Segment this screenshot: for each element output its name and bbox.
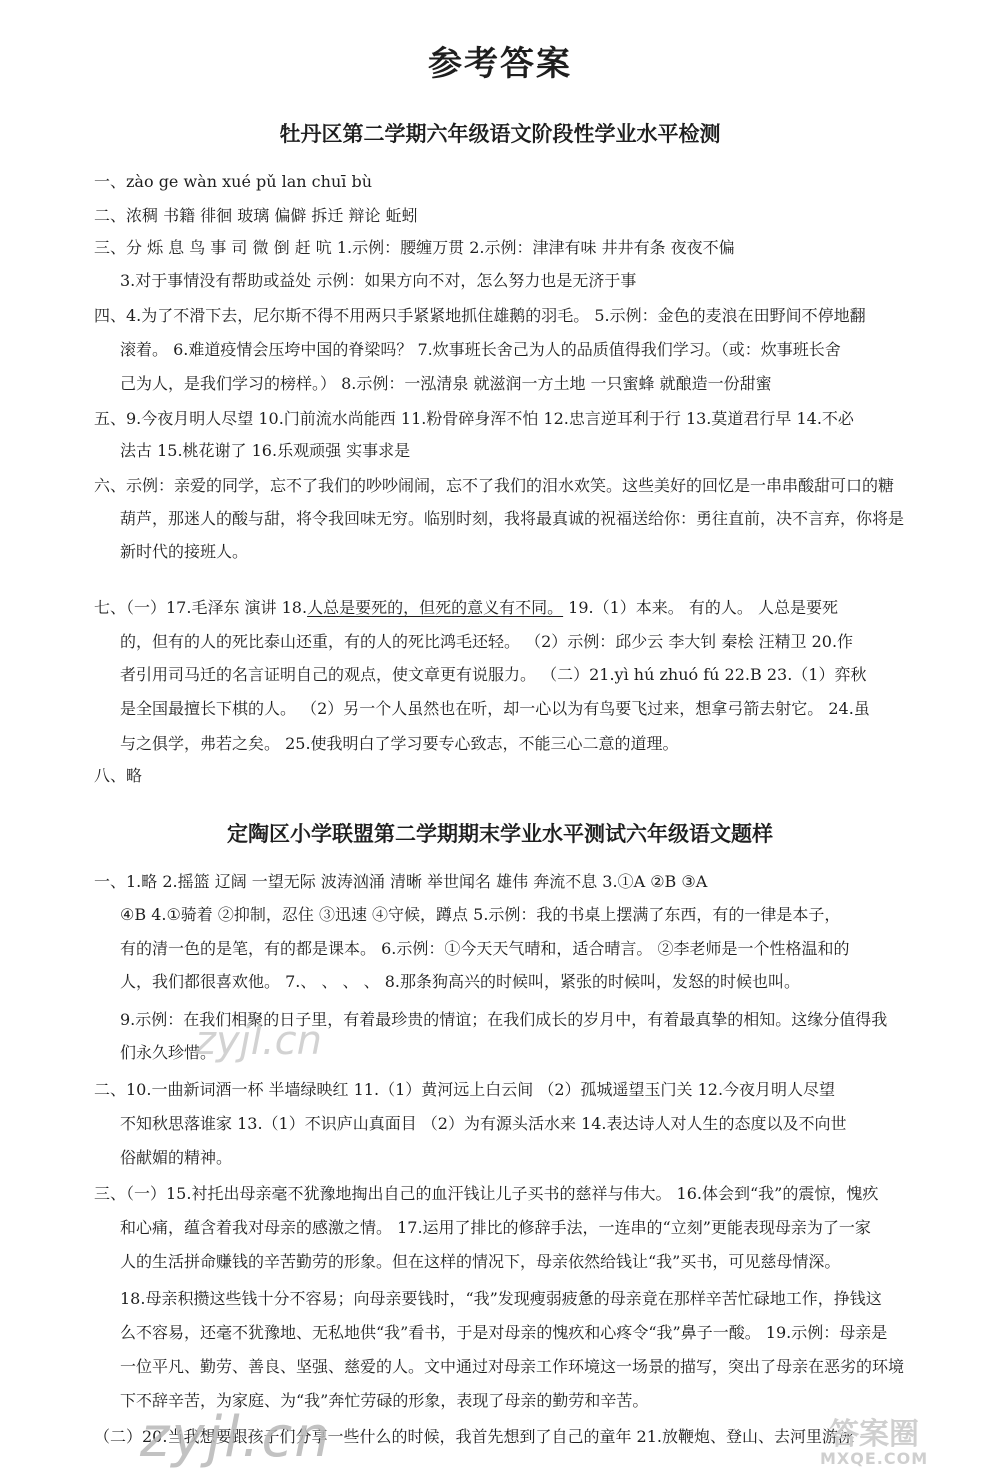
answer-line: 一、1.略 2.摇篮 辽阔 一望无际 波涛汹涌 清晰 举世闻名 雄伟 奔流不息 3.①A ②B ③A (94, 872, 708, 891)
answer-line: 有的清一色的是笔，有的都是课本。 6.示例：①今天天气晴和，适合晴言。 ②李老师是一个性格温和的 (120, 939, 850, 958)
answer-line: 己为人，是我们学习的榜样。） 8.示例：一泓清泉 就滋润一方土地 一只蜜蜂 就酿造一份甜蜜 (120, 374, 772, 393)
answer-line: 六、示例：亲爱的同学，忘不了我们的吵吵闹闹，忘不了我们的泪水欢笑。这些美好的回忆是一串串酸甜可口的糖 (94, 476, 895, 495)
answer-line: 9.示例：在我们相聚的日子里，有着最珍贵的情谊；在我们成长的岁月中，有着最真挚的相知。这缘分值得我 (120, 1010, 888, 1029)
answer-line: 新时代的接班人。 (120, 542, 249, 561)
watermark-right (820, 1417, 929, 1468)
answer-line: 三、（一）15.衬托出母亲毫不犹豫地掏出自己的血汗钱让儿子买书的慈祥与伟大。 16.体会到“我”的震惊，愧疚 (94, 1184, 879, 1203)
section-1-heading: 牡丹区第二学期六年级语文阶段性学业水平检测 (279, 122, 721, 146)
answer-line: 三、分 烁 息 鸟 事 司 微 倒 赶 吭 1.示例：腰缠万贯 2.示例：津津有味 井井有条 夜夜不偏 (94, 238, 735, 257)
answer-line: 五、9.今夜月明人尽望 10.门前流水尚能西 11.粉骨碎身浑不怕 12.忠言逆耳利于行 13.莫道君行早 14.不必 (94, 409, 854, 428)
underlined-answer: 人总是要死的，但死的意义有不同。 (307, 598, 564, 617)
answer-line: 八、略 (94, 766, 143, 785)
answer-line: 二、浓稠 书籍 徘徊 玻璃 偏僻 拆迁 辩论 蚯蚓 (94, 206, 418, 225)
answer-line: 一、zào ge wàn xué pǔ lan chuī bù (94, 172, 372, 191)
section-2-heading: 定陶区小学联盟第二学期期末学业水平测试六年级语文题样 (227, 822, 773, 846)
answer-line: 法古 15.桃花谢了 16.乐观顽强 实事求是 (120, 441, 411, 460)
page-title: 参考答案 (428, 44, 572, 84)
answer-line: 葫芦，那迷人的酸与甜，将令我回味无穷。临别时刻，我将最真诚的祝福送给你：勇往直前，决不言弃，你将是 (120, 509, 905, 528)
watermark-right-top: 答案圈 (829, 1417, 920, 1452)
answer-line: 不知秋思落谁家 13.（1）不识庐山真面目 （2）为有源头活水来 14.表达诗人对人生的态度以及不向世 (120, 1114, 847, 1133)
answer-line: 者引用司马迁的名言证明自己的观点，使文章更有说服力。 （二）21.yì hú zhuó fú 22.B 23.（1）弈秋 (120, 665, 867, 684)
answer-line: ④B 4.①骑着 ②抑制，忍住 ③迅速 ④守候，蹲点 5.示例：我的书桌上摆满了东西，有的一律是本子， (120, 905, 841, 924)
answer-line: 的，但有的人的死比泰山还重，有的人的死比鸿毛还轻。 （2）示例：邱少云 李大钊 秦桧 汪精卫 20.作 (120, 632, 854, 651)
answer-line: 们永久珍惜。 (120, 1043, 217, 1062)
watermark-middle: zyjl.cn (195, 1018, 322, 1064)
answer-line-7-suffix: 19.（1）本来。 有的人。 人总是要死 (563, 598, 838, 617)
answer-line: 滚着。 6.难道疫情会压垮中国的脊梁吗？ 7.炊事班长舍己为人的品质值得我们学习。（或：炊事班长舍 (120, 340, 841, 359)
watermark-left: zyjl.cn (140, 1405, 332, 1470)
answer-line: 18.母亲积攒这些钱十分不容易；向母亲要钱时，“我”发现瘦弱疲惫的母亲竟在那样辛苦忙碌地工作，挣钱这 (120, 1289, 882, 1308)
answer-line: 3.对于事情没有帮助或益处 示例：如果方向不对，怎么努力也是无济于事 (120, 271, 637, 290)
answer-line: 和心痛，蕴含着我对母亲的感激之情。 17.运用了排比的修辞手法，一连串的“立刻”更能表现母亲为了一家 (120, 1218, 871, 1237)
answer-line: 人的生活拼命赚钱的辛苦勤劳的形象。但在这样的情况下，母亲依然给钱让“我”买书，可见慈母情深。 (120, 1252, 841, 1271)
answer-line: 么不容易，还毫不犹豫地、无私地供“我”看书，于是对母亲的愧疚和心疼令“我”鼻子一酸。 19.示例：母亲是 (120, 1323, 888, 1342)
answer-line: 俗献媚的精神。 (120, 1148, 233, 1167)
watermark-right-bottom: MXQE.COM (820, 1449, 929, 1468)
answer-line: 与之俱学，弗若之矣。 25.使我明白了学习要专心致志，不能三心二意的道理。 (120, 734, 679, 753)
answer-line: 是全国最擅长下棋的人。 （2）另一个人虽然也在听，却一心以为有鸟要飞过来，想拿弓箭去射它。 24.虽 (120, 699, 870, 718)
answer-line: 二、10.一曲新词酒一杯 半墙绿映红 11.（1）黄河远上白云间 （2）孤城遥望玉门关 12.今夜月明人尽望 (94, 1080, 836, 1099)
answer-line: 下不辞辛苦，为家庭、为“我”奔忙劳碌的形象，表现了母亲的勤劳和辛苦。 (120, 1391, 649, 1410)
answer-line: 四、4.为了不滑下去，尼尔斯不得不用两只手紧紧地抓住雄鹅的羽毛。 5.示例：金色的麦浪在田野间不停地翻 (94, 306, 866, 325)
answer-line: （二）20.当我想要跟孩子们分享一些什么的时候，我首先想到了自己的童年 21.放鞭炮、登山、去河里游泳 (94, 1427, 854, 1446)
answer-line-7 (94, 598, 974, 618)
answer-line: 一位平凡、勤劳、善良、坚强、慈爱的人。文中通过对母亲工作环境这一场景的描写，突出了母亲在恶劣的环境 (120, 1357, 905, 1376)
answer-line: 人，我们都很喜欢他。 7.、 、 、 、 8.那条狗高兴的时候叫，紧张的时候叫，发怒的时候也叫。 (120, 972, 800, 991)
answer-line-7-prefix: 七、（一）17.毛泽东 演讲 18. (94, 598, 308, 617)
